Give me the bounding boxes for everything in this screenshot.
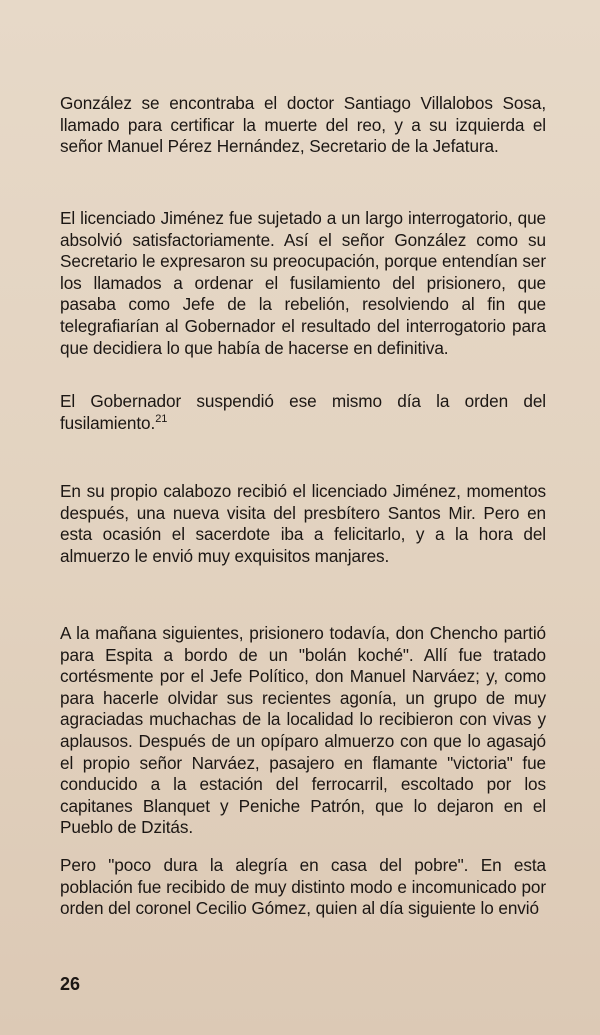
paragraph-4: En su propio calabozo recibió el licenciado Jiménez, momentos después, una nueva visita del presbítero Santos Mir. Pero en esta ocasión el sacerdote iba a felicitarlo, y a la hora del almuerzo le envió muy exquisitos manjares.: [60, 481, 546, 566]
paragraph-3-text: El Gobernador suspendió ese mismo día la orden del fusilamiento.: [60, 391, 546, 433]
paragraph-6: Pero "poco dura la alegría en casa del pobre". En esta población fue recibido de muy distinto modo e incomunicado por orden del coronel Cecilio Gómez, quien al día siguiente lo envió: [60, 855, 546, 919]
page-number: 26: [60, 974, 81, 994]
paragraph-1: González se encontraba el doctor Santiago Villalobos Sosa, llamado para certificar la muerte del reo, y a su izquierda el señor Manuel Pérez Hernández, Secretario de la Jefatura.: [60, 93, 546, 157]
paragraph-5: A la mañana siguientes, prisionero todavía, don Chencho partió para Espita a bordo de un "bolán koché". Allí fue tratado cortésmente por el Jefe Político, don Manuel Narváez; y, como para hacerle olvidar sus recientes agonía, un grupo de muy agraciadas muchachas de la localidad lo recibieron con vivas y aplausos. Después de un opíparo almuerzo con que lo agasajó el propio señor Narváez, pasajero en flamante "victoria" fue conducido a la estación del ferrocarril, escoltado por los capitanes Blanquet y Peniche Patrón, que lo dejaron en el Pueblo de Dzitás.: [60, 623, 546, 838]
paragraph-2: El licenciado Jiménez fue sujetado a un largo interrogatorio, que absolvió satisfactoriamente. Así el señor González como su Secretario le expresaron su preocupación, porque entendían ser los llamados a ordenar el fusilamiento del prisionero, que pasaba como Jefe de la rebelión, resolviendo al fin que telegrafiarían al Gobernador el resultado del interrogatorio para que decidiera lo que había de hacerse en definitiva.: [60, 208, 546, 358]
footnote-reference[interactable]: 21: [155, 412, 168, 425]
paragraph-3: [60, 391, 546, 434]
